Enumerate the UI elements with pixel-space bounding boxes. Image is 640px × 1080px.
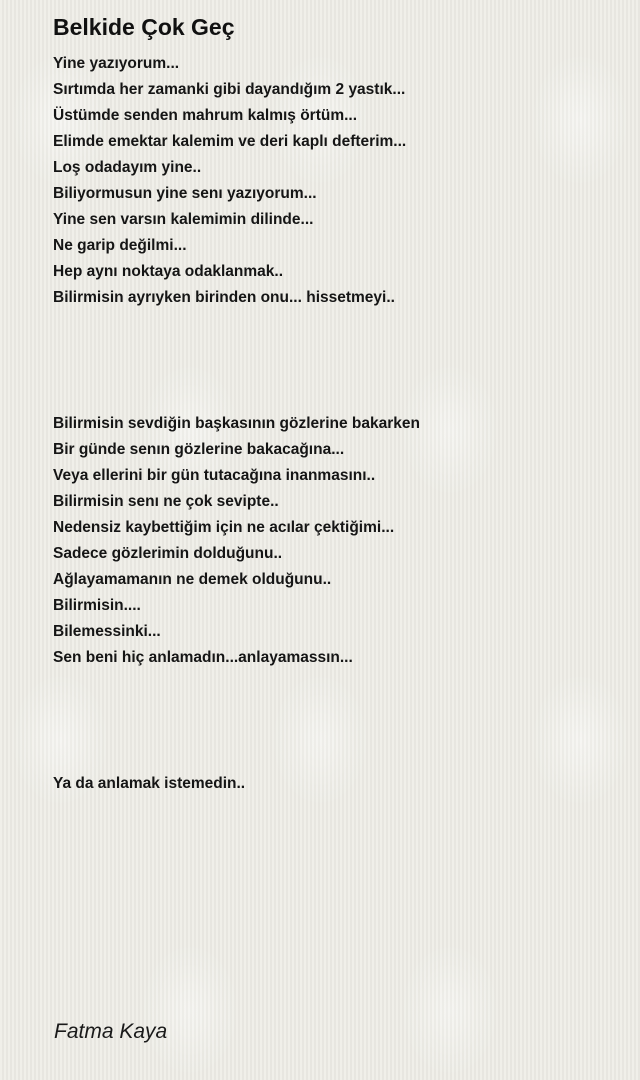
stanza-1 <box>53 51 406 311</box>
poem-line: Sen beni hiç anlamadın...anlayamassın... <box>53 649 353 666</box>
poem-line: Elimde emektar kalemim ve deri kaplı defterim... <box>53 133 407 150</box>
stanza-3 <box>53 771 245 797</box>
poem-line: Bir günde senın gözlerine bakacağına... <box>53 441 345 458</box>
poem-line: Bilirmisin senı ne çok sevipte.. <box>53 493 279 510</box>
poem-line: Ya da anlamak istemedin.. <box>53 775 246 792</box>
poem-title: Belkide Çok Geç <box>53 14 235 40</box>
poem-line: Hep aynı noktaya odaklanmak.. <box>53 263 284 280</box>
poem-line: Loş odadayım yine.. <box>53 159 202 176</box>
poem-line: Bilemessinki... <box>53 623 161 640</box>
poem-line: Bilirmisin sevdiğin başkasının gözlerine bakarken <box>53 415 420 432</box>
poem-line: Yine yazıyorum... <box>53 55 180 72</box>
poem-line: Nedensiz kaybettiğim için ne acılar çektiğimi... <box>53 519 395 536</box>
author-signature: Fatma Kaya <box>54 1020 168 1043</box>
poem-line: Yine sen varsın kalemimin dilinde... <box>53 211 314 228</box>
poem-line: Sadece gözlerimin dolduğunu.. <box>53 545 283 562</box>
poem-line: Veya ellerini bir gün tutacağına inanmasını.. <box>53 467 376 484</box>
poem-line: Bilirmisin.... <box>53 597 141 614</box>
stanza-2 <box>53 411 420 671</box>
poem-line: Ne garip değilmi... <box>53 237 187 254</box>
poem-line: Üstümde senden mahrum kalmış örtüm... <box>53 107 358 124</box>
poem-line: Sırtımda her zamanki gibi dayandığım 2 yastık... <box>53 81 406 98</box>
poem-line: Biliyormusun yine senı yazıyorum... <box>53 185 317 202</box>
poem-line: Bilirmisin ayrıyken birinden onu... hissetmeyi.. <box>53 289 395 306</box>
poem-line: Ağlayamamanın ne demek olduğunu.. <box>53 571 332 588</box>
